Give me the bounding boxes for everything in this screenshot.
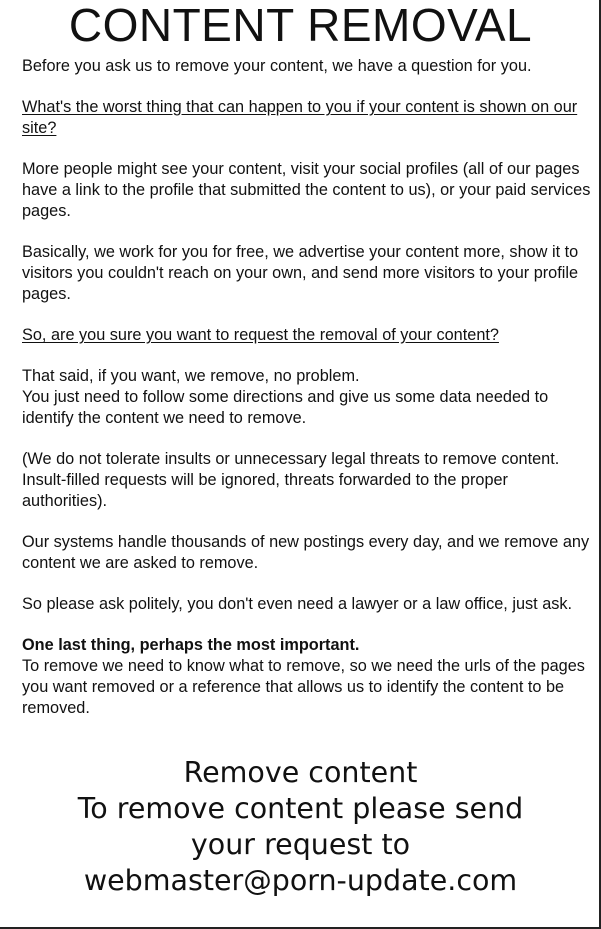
remove-instructions-line1: To remove content please send [77, 792, 524, 825]
last-thing-heading: One last thing, perhaps the most important. [22, 636, 360, 654]
question-are-you-sure: So, are you sure you want to request the removal of your content? [22, 326, 499, 344]
remove-content-heading: Remove content [183, 756, 418, 789]
paragraph-work-for-free: Basically, we work for you for free, we advertise your content more, show it to visitors you couldn't reach on your own, and send more visitors to your profile pages. [22, 243, 579, 303]
page-title: CONTENT REMOVAL [68, 0, 533, 51]
question-worst-thing: What's the worst thing that can happen to you if your content is shown on our site? [22, 98, 578, 137]
paragraph-follow-directions: You just need to follow some directions and give us some data needed to identify the content we need to remove. [22, 388, 549, 427]
intro-text: Before you ask us to remove your content, we have a question for you. [22, 57, 532, 75]
main-content [22, 56, 592, 719]
paragraph-ask-politely: So please ask politely, you don't even need a lawyer or a law office, just ask. [22, 595, 573, 613]
paragraph-more-people: More people might see your content, visit your social profiles (all of our pages have a link to the profile that submitted the content to us), or your paid services pages. [22, 160, 591, 220]
remove-content-footer [0, 755, 601, 899]
paragraph-our-systems: Our systems handle thousands of new postings every day, and we remove any content we are asked to remove. [22, 533, 590, 572]
remove-instructions-line2: your request to [190, 828, 411, 861]
last-thing-text: To remove we need to know what to remove, so we need the urls of the pages you want removed or a reference that allows us to identify the content to be removed. [22, 657, 585, 717]
paragraph-no-threats: (We do not tolerate insults or unnecessary legal threats to remove content. Insult-filled requests will be ignored, threats forwarded to the proper authorities). [22, 450, 560, 510]
paragraph-if-you-want: That said, if you want, we remove, no problem. [22, 367, 360, 385]
webmaster-email: webmaster@porn-update.com [83, 864, 518, 897]
